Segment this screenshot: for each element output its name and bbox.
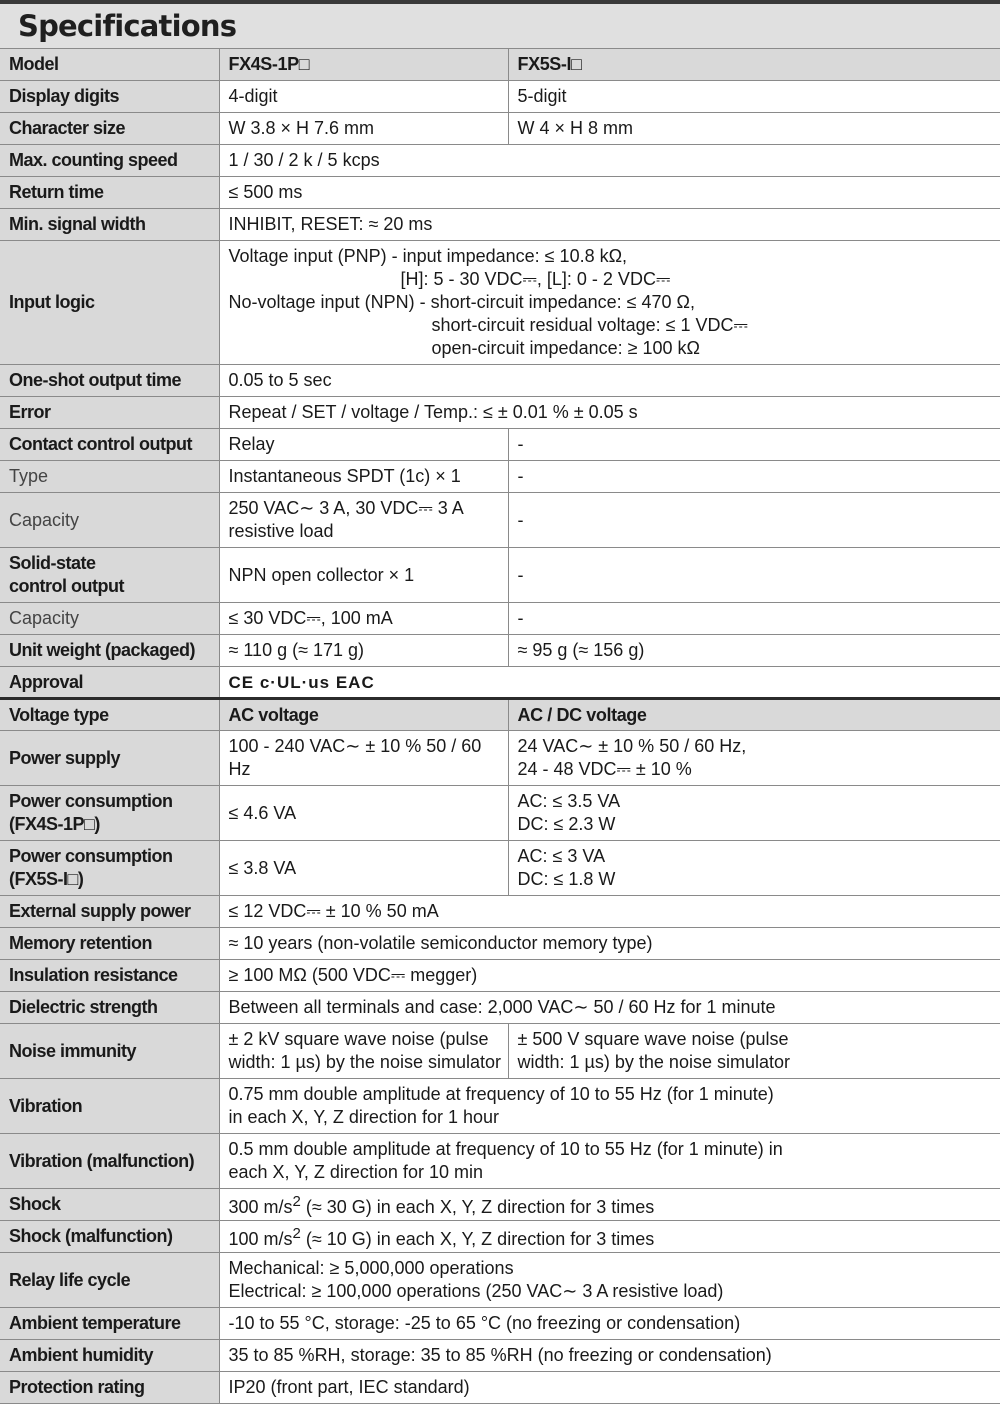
cell-value: [219, 1134, 1000, 1189]
table-row: [0, 786, 1000, 841]
row-label: [0, 786, 219, 841]
cell-value: 0.05 to 5 sec: [219, 365, 1000, 397]
row-sublabel: Capacity: [0, 603, 219, 635]
table-row: [0, 1253, 1000, 1308]
voltage-type-ac: AC voltage: [219, 699, 508, 731]
table-row: [0, 1221, 1000, 1253]
cell-value: ≈ 10 years (non-volatile semiconductor memory type): [219, 928, 1000, 960]
cell-value: W 3.8 × H 7.6 mm: [219, 113, 508, 145]
cell-value: [219, 1079, 1000, 1134]
text-line: 24 - 48 VDC⎓ ± 10 %: [517, 759, 692, 779]
row-label: [0, 548, 219, 603]
value-text: 300 m/s: [228, 1197, 293, 1217]
text-line: Electrical: ≥ 100,000 operations (250 VAC∼ 3 A resistive load): [228, 1281, 724, 1301]
text-line: DC: ≤ 2.3 W: [517, 814, 616, 834]
table-row: [0, 928, 1000, 960]
cell-value: W 4 × H 8 mm: [508, 113, 1000, 145]
cell-value: -: [508, 493, 1000, 548]
approval-marks: CE c·UL·us EAC: [219, 667, 1000, 699]
text-line: in each X, Y, Z direction for 1 hour: [228, 1107, 499, 1127]
table-row: [0, 1340, 1000, 1372]
cell-value: [508, 786, 1000, 841]
text-line: short-circuit residual voltage: ≤ 1 VDC⎓: [431, 315, 748, 335]
table-row: [0, 145, 1000, 177]
table-row: [0, 1372, 1000, 1404]
text-line: resistive load: [228, 521, 334, 541]
row-label: Min. signal width: [0, 209, 219, 241]
cell-value: [219, 1253, 1000, 1308]
label-line: control output: [9, 576, 124, 596]
table-row: [0, 896, 1000, 928]
cell-value: Repeat / SET / voltage / Temp.: ≤ ± 0.01 % ± 0.05 s: [219, 397, 1000, 429]
row-label: Character size: [0, 113, 219, 145]
cell-value: 4-digit: [219, 81, 508, 113]
table-row: [0, 461, 1000, 493]
label-line: Power consumption: [9, 846, 173, 866]
row-sublabel: Capacity: [0, 493, 219, 548]
row-label: Error: [0, 397, 219, 429]
table-row: [0, 113, 1000, 145]
superscript: 2: [292, 1225, 301, 1242]
row-label: Insulation resistance: [0, 960, 219, 992]
table-row: [0, 667, 1000, 699]
label-line: Solid-state: [9, 553, 96, 573]
cell-value: -: [508, 548, 1000, 603]
cell-value: IP20 (front part, IEC standard): [219, 1372, 1000, 1404]
cell-value: -: [508, 603, 1000, 635]
row-label: Shock (malfunction): [0, 1221, 219, 1253]
row-label: Relay life cycle: [0, 1253, 219, 1308]
table-row: [0, 1134, 1000, 1189]
cell-value: ≤ 3.8 VA: [219, 841, 508, 896]
table-row: [0, 960, 1000, 992]
text-line: [H]: 5 - 30 VDC⎓, [L]: 0 - 2 VDC⎓: [400, 269, 671, 289]
text-line: 0.75 mm double amplitude at frequency of 10 to 55 Hz (for 1 minute): [228, 1084, 774, 1104]
text-line: 24 VAC∼ ± 10 % 50 / 60 Hz,: [517, 736, 747, 756]
cell-value: ≤ 500 ms: [219, 177, 1000, 209]
row-label: Memory retention: [0, 928, 219, 960]
cell-value: ≈ 95 g (≈ 156 g): [508, 635, 1000, 667]
label-line: Power consumption: [9, 791, 173, 811]
text-line: 250 VAC∼ 3 A, 30 VDC⎓ 3 A: [228, 498, 464, 518]
row-label: Dielectric strength: [0, 992, 219, 1024]
row-label: Shock: [0, 1189, 219, 1221]
text-line: Mechanical: ≥ 5,000,000 operations: [228, 1258, 514, 1278]
table-row: [0, 1308, 1000, 1340]
cell-value: 35 to 85 %RH, storage: 35 to 85 %RH (no freezing or condensation): [219, 1340, 1000, 1372]
cell-value: [219, 1221, 1000, 1253]
cell-value: NPN open collector × 1: [219, 548, 508, 603]
text-line: width: 1 µs) by the noise simulator: [228, 1052, 501, 1072]
text-line: width: 1 µs) by the noise simulator: [517, 1052, 790, 1072]
cell-value: [219, 493, 508, 548]
cell-value: 5-digit: [508, 81, 1000, 113]
text-line: AC: ≤ 3 VA: [517, 846, 606, 866]
table-row: [0, 429, 1000, 461]
row-label: External supply power: [0, 896, 219, 928]
cell-value: -10 to 55 °C, storage: -25 to 65 °C (no freezing or condensation): [219, 1308, 1000, 1340]
cell-value: ≤ 12 VDC⎓ ± 10 % 50 mA: [219, 896, 1000, 928]
value-text: (≈ 10 G) in each X, Y, Z direction for 3 times: [300, 1229, 655, 1249]
row-label: Protection rating: [0, 1372, 219, 1404]
row-label: Noise immunity: [0, 1024, 219, 1079]
text-line: ± 500 V square wave noise (pulse: [517, 1029, 789, 1049]
text-line: 0.5 mm double amplitude at frequency of 10 to 55 Hz (for 1 minute) in: [228, 1139, 783, 1159]
cell-value: [508, 841, 1000, 896]
cell-value: Between all terminals and case: 2,000 VAC∼ 50 / 60 Hz for 1 minute: [219, 992, 1000, 1024]
cell-value: -: [508, 429, 1000, 461]
text-line: No-voltage input (NPN) - short-circuit impedance: ≤ 470 Ω,: [228, 292, 696, 312]
row-label: Power supply: [0, 731, 219, 786]
table-row: [0, 548, 1000, 603]
row-label: Return time: [0, 177, 219, 209]
label-line: (FX5S-I□): [9, 869, 84, 889]
table-row: [0, 493, 1000, 548]
text-line: open-circuit impedance: ≥ 100 kΩ: [431, 338, 700, 358]
row-label: [0, 841, 219, 896]
table-row: [0, 397, 1000, 429]
cell-value: ≈ 110 g (≈ 171 g): [219, 635, 508, 667]
superscript: 2: [292, 1193, 301, 1210]
cell-value: [508, 731, 1000, 786]
row-label: Vibration: [0, 1079, 219, 1134]
model-fx4s: FX4S-1P□: [219, 49, 508, 81]
label-line: (FX4S-1P□): [9, 814, 100, 834]
row-label: Input logic: [0, 241, 219, 365]
table-row: [0, 992, 1000, 1024]
text-line: each X, Y, Z direction for 10 min: [228, 1162, 483, 1182]
value-text: 100 m/s: [228, 1229, 293, 1249]
cell-value: ≥ 100 MΩ (500 VDC⎓ megger): [219, 960, 1000, 992]
table-row: [0, 699, 1000, 731]
table-row: [0, 241, 1000, 365]
model-fx5s: FX5S-I□: [508, 49, 1000, 81]
table-row: [0, 1079, 1000, 1134]
row-label: Unit weight (packaged): [0, 635, 219, 667]
cell-value: Instantaneous SPDT (1c) × 1: [219, 461, 508, 493]
text-line: DC: ≤ 1.8 W: [517, 869, 616, 889]
table-row: [0, 841, 1000, 896]
text-line: ± 2 kV square wave noise (pulse: [228, 1029, 489, 1049]
table-row: [0, 365, 1000, 397]
row-label: Display digits: [0, 81, 219, 113]
row-label: Model: [0, 49, 219, 81]
text-line: AC: ≤ 3.5 VA: [517, 791, 621, 811]
table-row: [0, 49, 1000, 81]
cell-value: 1 / 30 / 2 k / 5 kcps: [219, 145, 1000, 177]
page-title: Specifications: [0, 4, 1000, 48]
table-row: [0, 603, 1000, 635]
cell-value: Relay: [219, 429, 508, 461]
row-sublabel: Type: [0, 461, 219, 493]
voltage-type-acdc: AC / DC voltage: [508, 699, 1000, 731]
row-label: Vibration (malfunction): [0, 1134, 219, 1189]
spec-table: [0, 48, 1000, 1404]
cell-value: 100 - 240 VAC∼ ± 10 % 50 / 60 Hz: [219, 731, 508, 786]
row-label: Approval: [0, 667, 219, 699]
table-row: [0, 1024, 1000, 1079]
row-label: Ambient humidity: [0, 1340, 219, 1372]
row-label: Voltage type: [0, 699, 219, 731]
cell-value: [219, 1189, 1000, 1221]
table-row: [0, 1189, 1000, 1221]
cell-value: [219, 1024, 508, 1079]
text-line: Voltage input (PNP) - input impedance: ≤ 10.8 kΩ,: [228, 246, 628, 266]
table-row: [0, 81, 1000, 113]
table-row: [0, 209, 1000, 241]
table-row: [0, 635, 1000, 667]
row-label: Max. counting speed: [0, 145, 219, 177]
cell-value: INHIBIT, RESET: ≈ 20 ms: [219, 209, 1000, 241]
value-text: (≈ 30 G) in each X, Y, Z direction for 3 times: [300, 1197, 655, 1217]
table-row: [0, 731, 1000, 786]
input-logic-cell: [219, 241, 1000, 365]
cell-value: ≤ 30 VDC⎓, 100 mA: [219, 603, 508, 635]
row-label: Ambient temperature: [0, 1308, 219, 1340]
table-row: [0, 177, 1000, 209]
row-label: Contact control output: [0, 429, 219, 461]
cell-value: -: [508, 461, 1000, 493]
cell-value: [508, 1024, 1000, 1079]
cell-value: ≤ 4.6 VA: [219, 786, 508, 841]
row-label: One-shot output time: [0, 365, 219, 397]
